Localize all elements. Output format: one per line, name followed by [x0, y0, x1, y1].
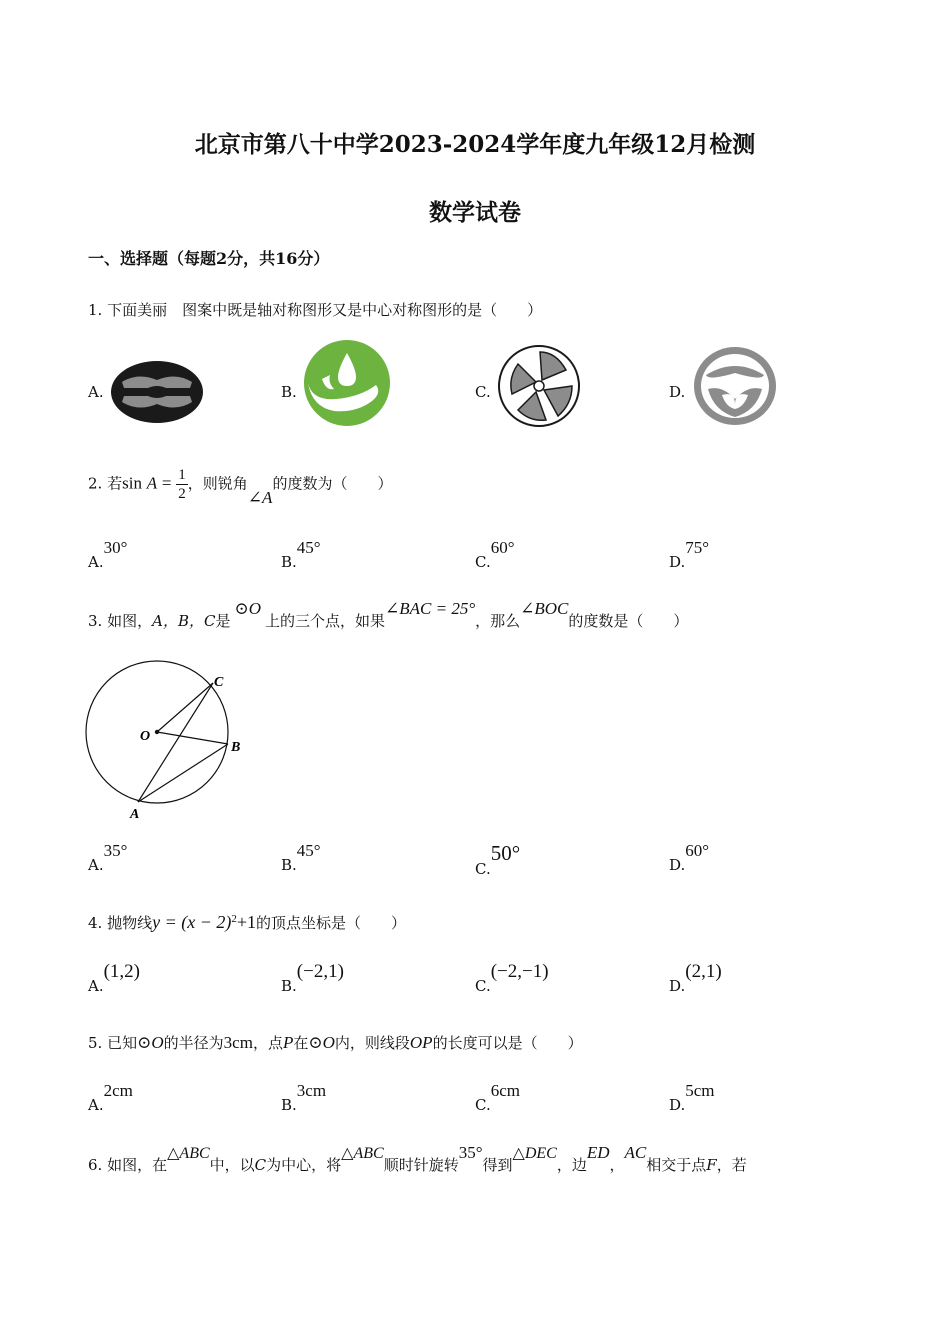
question-5-text: 5. 已知⊙O的半径为3cm，点P在⊙O内，则线段OP的长度可以是（ ）: [88, 1033, 583, 1052]
q3-option-a: A.35°: [88, 841, 128, 874]
center-point: [155, 730, 159, 734]
question-4-text: 4. 抛物线$y = (x - 2)^2+1$的顶点坐标是（ ）: [88, 912, 407, 932]
page-subtitle: 数学试卷: [429, 199, 521, 226]
label-c: C: [214, 675, 224, 690]
q3-option-b: B.45°: [281, 841, 321, 874]
q1-option-a-label: A.: [88, 383, 104, 401]
circle-figure: [82, 656, 252, 824]
q4-option-d: D.(2,1): [669, 961, 722, 995]
steering-wheel-logo-icon: [692, 345, 778, 427]
q4-option-a: A.(1,2): [88, 961, 141, 995]
q2-option-a: A.30°: [88, 538, 128, 571]
q1-option-b-label: B.: [281, 383, 297, 401]
q4-option-b: B.(−2,1): [281, 961, 344, 995]
pinwheel-logo-icon: [496, 344, 582, 428]
q5-option-c: C.6cm: [475, 1081, 520, 1114]
segment-ob: [157, 732, 228, 744]
question-3-text: 3. 如图，A，B，C是⊙O上的三个点，如果∠BAC = 25°，那么∠BOC的度数是（ ）: [88, 599, 689, 630]
question-2-text: 2. 若sin A = $\frac{1}{2}$ ，则锐角∠A的度数为（ ）: [88, 467, 393, 507]
label-a: A: [130, 807, 140, 822]
page-title: 北京市第八十中学2023-2024学年度九年级12月检测: [194, 131, 756, 158]
label-b: B: [231, 740, 241, 755]
ellipse-logo-icon: [108, 358, 206, 426]
q5-option-a: A.2cm: [88, 1081, 133, 1114]
q1-option-c-label: C.: [475, 383, 491, 401]
q2-option-b: B.45°: [281, 538, 321, 571]
q3-option-c: C.50°: [475, 841, 521, 878]
q1-option-d-label: D.: [669, 383, 686, 401]
water-drop-logo-icon: [302, 339, 392, 427]
q2-option-d: D.75°: [669, 538, 710, 571]
fraction: $\frac{1}{2}$: [178, 467, 186, 502]
q2-option-c: C.60°: [475, 538, 515, 571]
question-1-text: 1. 下面美丽 图案中既是轴对称图形又是中心对称图形的是（ ）: [88, 301, 543, 319]
label-o: O: [140, 729, 151, 744]
q5-option-b: B.3cm: [281, 1081, 327, 1114]
q3-option-d: D.60°: [669, 841, 710, 874]
section-title: 一、选择题（每题2分，共16分）: [88, 249, 330, 268]
segment-oc: [157, 683, 213, 732]
q4-option-c: C.(−2,−1): [475, 961, 549, 995]
question-6-text: 6. 如图，在△ABC中，以C为中心，将△ABC顺时针旋转35°得到△DEC，边ED，AC相交于点F，若: [88, 1143, 747, 1174]
q5-option-d: D.5cm: [669, 1081, 715, 1114]
